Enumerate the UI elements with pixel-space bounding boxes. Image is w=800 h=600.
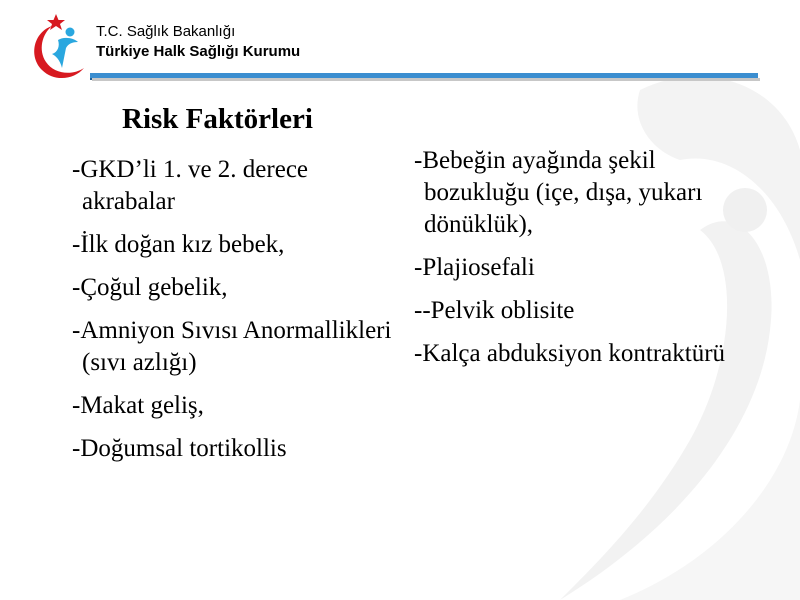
institution-name: Türkiye Halk Sağlığı Kurumu [96, 43, 301, 60]
list-item: -Bebeğin ayağında şekil bozukluğu (içe, dışa, yukarı dönüklük), [414, 147, 703, 238]
list-item: -Amniyon Sıvısı Anormallikleri (sıvı azlığı) [72, 317, 392, 376]
header-rule-shadow [92, 78, 760, 81]
list-item: --Pelvik oblisite [414, 297, 575, 324]
list-item: -Çoğul gebelik, [72, 274, 228, 301]
list-item: -Plajiosefali [414, 254, 535, 281]
list-item: -Doğumsal tortikollis [72, 435, 287, 462]
ministry-logo-icon [22, 12, 92, 84]
ministry-name: T.C. Sağlık Bakanlığı [96, 23, 236, 40]
left-risk-list [72, 154, 392, 476]
list-item: -GKD’li 1. ve 2. derece akrabalar [72, 156, 309, 215]
list-item: -Kalça abduksiyon kontraktürü [414, 340, 726, 367]
organization-header [96, 22, 300, 62]
right-risk-list [414, 145, 744, 381]
list-item: -İlk doğan kız bebek, [72, 231, 285, 258]
list-item: -Makat geliş, [72, 392, 204, 419]
slide-title: Risk Faktörleri [122, 103, 313, 135]
